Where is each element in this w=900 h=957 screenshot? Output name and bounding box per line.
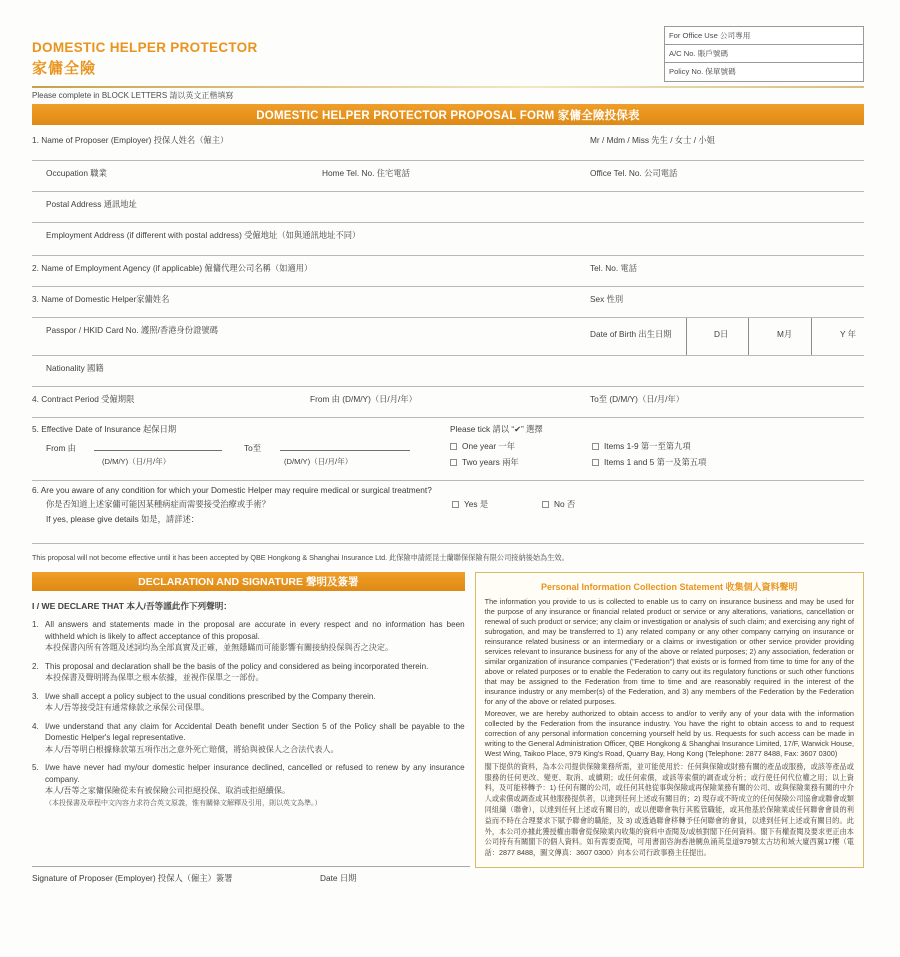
label-agency-tel: Tel. No. 電話 — [590, 263, 638, 273]
brand-title-zh: 家傭全險 — [32, 60, 97, 77]
declaration-item-zh: 本投保書內所有答題及述詞均為全部真實及正確，並無隱瞞而可能影響有關接納投保與否之決定。 — [45, 643, 394, 653]
label-effective-to: To至 — [244, 443, 262, 453]
declaration-footnote: （本投保書及章程中文內容力求符合英文原義，惟有關條文解釋及引用，則以英文為準。） — [45, 799, 322, 807]
declaration-panel — [32, 572, 465, 868]
label-contract-to: To至 (D/M/Y)（日/月/年） — [590, 394, 685, 404]
checkbox-two-years[interactable] — [450, 456, 519, 468]
field-row-occupation[interactable] — [32, 161, 864, 192]
account-number-field[interactable]: A/C No. 賬戶號碼 — [665, 45, 863, 63]
label-signature-proposer: Signature of Proposer (Employer) 投保人（僱主）簽署 — [32, 873, 233, 883]
declaration-item-text — [45, 619, 465, 653]
declaration-item-zh: 本人/吾等接受註有通常條款之承保公司保單。 — [45, 703, 210, 713]
declaration-item-number: 1. — [32, 620, 39, 630]
declaration-item-number: 2. — [32, 661, 39, 671]
signature-row[interactable] — [32, 867, 470, 887]
field-row-employment-address[interactable] — [32, 223, 864, 256]
checkbox-one-year-label: One year 一年 — [462, 441, 516, 451]
declaration-item-text — [45, 691, 465, 714]
signature-section — [32, 866, 470, 887]
checkbox-items-1-and-5[interactable] — [592, 456, 706, 468]
checkbox-icon[interactable] — [542, 501, 549, 508]
label-effective-from: From 由 — [46, 443, 76, 453]
checkbox-icon[interactable] — [592, 443, 599, 450]
label-signature-date: Date 日期 — [320, 873, 357, 883]
declaration-item-en: All answers and statements made in the proposal are accurate in every respect and no information has been withheld which is likely to affect acceptance of this proposal. — [45, 620, 465, 641]
label-postal-address: Postal Address 通訊地址 — [46, 199, 137, 209]
field-row-helper-name[interactable] — [32, 287, 864, 318]
label-tick-hint: Please tick 請以 “✔” 選擇 — [450, 424, 543, 434]
label-contract-period: 4. Contract Period 受僱期限 — [32, 394, 135, 404]
label-effective-to-dmy: (D/M/Y)（日/月/年） — [284, 457, 353, 466]
checkbox-yes-label: Yes 是 — [464, 499, 489, 509]
declaration-item-number: 5. — [32, 763, 39, 773]
effective-to-input[interactable] — [280, 440, 410, 451]
field-row-postal-address[interactable] — [32, 192, 864, 223]
personal-information-collection-statement — [475, 572, 864, 868]
declaration-item-zh: 本人/吾等之家傭保險從未有被保險公司拒絕投保、取消或拒絕續保。 — [45, 786, 291, 796]
label-proposer-name: 1. Name of Proposer (Employer) 投保人姓名（僱主） — [32, 135, 229, 145]
declaration-item-en: This proposal and declaration shall be the basis of the policy and considered as being incorporated therein. — [45, 661, 429, 671]
field-row-effective-date[interactable] — [32, 418, 864, 481]
declaration-heading: I / WE DECLARE THAT 本人/吾等謹此作下列聲明： — [32, 601, 232, 611]
field-row-employment-agency[interactable] — [32, 256, 864, 287]
declaration-item — [32, 762, 465, 808]
lower-panels — [32, 572, 864, 868]
declaration-item-text — [45, 661, 465, 684]
checkbox-one-year[interactable] — [450, 440, 515, 452]
instruction-text: Please complete in BLOCK LETTERS 請以英文正楷填寫 — [32, 91, 234, 100]
dob-year-cell[interactable]: Y 年 — [840, 329, 856, 339]
checkbox-no-label: No 否 — [554, 499, 576, 509]
checkbox-icon[interactable] — [592, 459, 599, 466]
declaration-item — [32, 721, 465, 755]
label-medical-en: 6. Are you aware of any condition for which your Domestic Helper may require medical or surgical treatment? — [32, 485, 432, 495]
label-passport-hkid: Passpor / HKID Card No. 護照/香港身份證號碼 — [46, 325, 218, 335]
checkbox-icon[interactable] — [452, 501, 459, 508]
label-salutation: Mr / Mdm / Miss 先生 / 女士 / 小姐 — [590, 135, 715, 145]
pics-paragraph-zh: 閣下提供的資料，為本公司提供保險業務所需，並可能使用於：任何與保險或財務有關的產品或服務，或該等產品或服務的任何更改、變更、取消、或續期；或任何索償，或該等索償的調查或分析；或行使任何代位權之用；以上資料，及可能移轉予：1) 任何有關的公司，或任何其他從事與保險或再保險業務有關的公司、或與保險業務有關的中介人或索償或調查或其他服務提供者，以達到任何上述或有關目的；2) 現存或不時成立的任何保險公司協會或聯會或類同組織（聯會），以達到任何上述或有關目的，或以便聯會執行其監管職能，或其他基於保險業或任何聯會會員的利益而不時在合理要求下賦予聯會的職能，及 3) 或透過聯會移轉予任何聯會的會員，以達到任何上述或有關目的。此外，本公司亦據此獲授權由聯會從保險業內收集的資料中查閱及/或核對閣下任何資料。閣下有權查閱及要求更正由本公司持有有關閣下的個人資料。如有需要查閱，可用書面咨詢香港鰂魚涌英皇道979號太古坊和域大廈西翼17樓（電話：2877 8488，圖文傳真：3607 0300）向本公司行政事務主任提出。 — [484, 761, 854, 858]
checkbox-icon[interactable] — [450, 459, 457, 466]
dob-day-cell[interactable]: D日 — [714, 329, 729, 339]
declaration-item — [32, 691, 465, 714]
label-date-of-birth: Date of Birth 出生日期 — [590, 329, 672, 339]
checkbox-icon[interactable] — [450, 443, 457, 450]
declaration-item-en: I/we shall accept a policy subject to the usual conditions prescribed by the Company therein. — [45, 691, 376, 701]
form-fields — [32, 128, 864, 544]
declaration-item — [32, 661, 465, 684]
dob-divider-1 — [686, 318, 687, 355]
label-nationality: Nationality 國籍 — [46, 363, 104, 373]
declaration-item — [32, 619, 465, 653]
field-row-contract-period[interactable] — [32, 387, 864, 418]
pics-paragraph-2: Moreover, we are hereby authorized to obtain access to and/or to verify any of your data with the information collected by the Federation from the insurance industry. You have the right to obtain access to and to request correction of any personal information concerning yourself held by us. Requests for such access can be made in writing to the General Administration Officer, QBE Hongkong & Shanghai Insurance Limited, 17/F, Warwick House, West Wing, Taikoo Place, 979 King's Road, Quarry Bay, Hong Kong (Telephone: 2877 8488, Fax: 3607 0300) — [484, 708, 854, 758]
dob-divider-2 — [748, 318, 749, 355]
field-row-medical-condition[interactable] — [32, 481, 864, 544]
checkbox-two-years-label: Two years 兩年 — [462, 457, 519, 467]
label-office-tel: Office Tel. No. 公司電話 — [590, 168, 678, 178]
office-use-box — [664, 26, 864, 82]
label-contract-from: From 由 (D/M/Y)（日/月/年） — [310, 394, 417, 404]
effective-from-input[interactable] — [94, 440, 222, 451]
field-row-passport-dob[interactable] — [32, 318, 864, 356]
declaration-title-bar: DECLARATION AND SIGNATURE 聲明及簽署 — [32, 572, 465, 591]
checkbox-items-1-9[interactable] — [592, 440, 691, 452]
label-employment-agency: 2. Name of Employment Agency (if applicable) 僱傭代理公司名稱（如適用） — [32, 263, 313, 273]
checkbox-medical-yes[interactable] — [452, 498, 488, 510]
checkbox-medical-no[interactable] — [542, 498, 575, 510]
declaration-item-number: 3. — [32, 691, 39, 701]
label-medical-zh: 你是否知道上述家傭可能因某種病症而需要接受治療或手術？ — [46, 499, 271, 509]
policy-number-field[interactable]: Policy No. 保單號碼 — [669, 67, 736, 76]
field-row-proposer-name[interactable] — [32, 128, 864, 161]
label-employment-address: Employment Address (if different with postal address) 受僱地址（如與通訊地址不同） — [46, 230, 361, 240]
gold-divider — [32, 86, 864, 88]
declaration-item-text — [45, 762, 465, 808]
label-occupation: Occupation 職業 — [46, 168, 107, 178]
label-effective-from-dmy: (D/M/Y)（日/月/年） — [102, 457, 171, 466]
declaration-item-zh: 本投保書及聲明將為保單之根本依據，並視作保單之一部份。 — [45, 673, 264, 683]
checkbox-items-1-and-5-label: Items 1 and 5 第一及第五項 — [604, 457, 707, 467]
declaration-item-en: I/we understand that any claim for Accidental Death benefit under Section 5 of the Policy shall be payable to the Domestic Helper's legal representative. — [45, 721, 465, 743]
declaration-item-zh: 本人/吾等明白根據條款第五項作出之意外死亡賠償，將給與被保人之合法代表人。 — [45, 744, 339, 754]
pics-title: Personal Information Collection Statement 收集個人資料聲明 — [541, 582, 798, 592]
brand-block — [32, 40, 258, 78]
pics-paragraph-1: The information you provide to us is collected to enable us to carry on insurance business and may be used for the purpose of any insurance or financial related product or service or any alterations, variations, cancellation or renewal of such product or service; any claim or investigation or analysis of such claim; and exercising any right of subrogation, and may be transferred to 1) any related company or any other company carrying on insurance or reinsurance related business or an intermediary or a claims or investigation or other service provider providing services relevant to insurance business for any of the above or related purposes; 2) any association, federation or similar organization of insurance companies ("Federation") that exists or is formed from time to time for any of the above or related purposes or to enable the Federation to carry out its regulatory functions or such other functions that may be assigned to the Federation from time to time and are reasonably required in the interest of the insurance industry or any member(s) of the Federation, and 3) any members of the Federation by the Federation for any of the above or related purposes. — [484, 597, 854, 706]
declaration-body — [32, 591, 465, 808]
proposal-form-title-bar: DOMESTIC HELPER PROTECTOR PROPOSAL FORM 家傭全險投保表 — [32, 104, 864, 125]
office-use-label: For Office Use 公司專用 — [665, 27, 863, 45]
declaration-item-en: I/we have never had my/our domestic helper insurance declined, cancelled or refused to renew by any insurance company. — [45, 763, 465, 784]
dob-month-cell[interactable]: M月 — [777, 329, 793, 339]
field-row-nationality[interactable] — [32, 356, 864, 387]
proposal-effectiveness-note: This proposal will not become effective until it has been accepted by QBE Hongkong & Shanghai Insurance Ltd. 此保險申請經昆士蘭聯保保險有限公司接納後始為生效。 — [32, 553, 569, 562]
brand-title-en: DOMESTIC HELPER PROTECTOR — [32, 40, 258, 55]
label-home-tel: Home Tel. No. 住宅電話 — [322, 168, 410, 178]
dob-divider-3 — [811, 318, 812, 355]
checkbox-items-1-9-label: Items 1-9 第一至第九項 — [604, 441, 691, 451]
label-medical-details: If yes, please give details 如是，請詳述： — [46, 514, 200, 524]
label-helper-name: 3. Name of Domestic Helper家傭姓名 — [32, 294, 170, 304]
declaration-item-number: 4. — [32, 721, 39, 731]
page-header — [0, 0, 900, 100]
declaration-item-text — [45, 721, 465, 755]
label-effective-date: 5. Effective Date of Insurance 起保日期 — [32, 424, 177, 434]
label-sex: Sex 性別 — [590, 294, 624, 304]
